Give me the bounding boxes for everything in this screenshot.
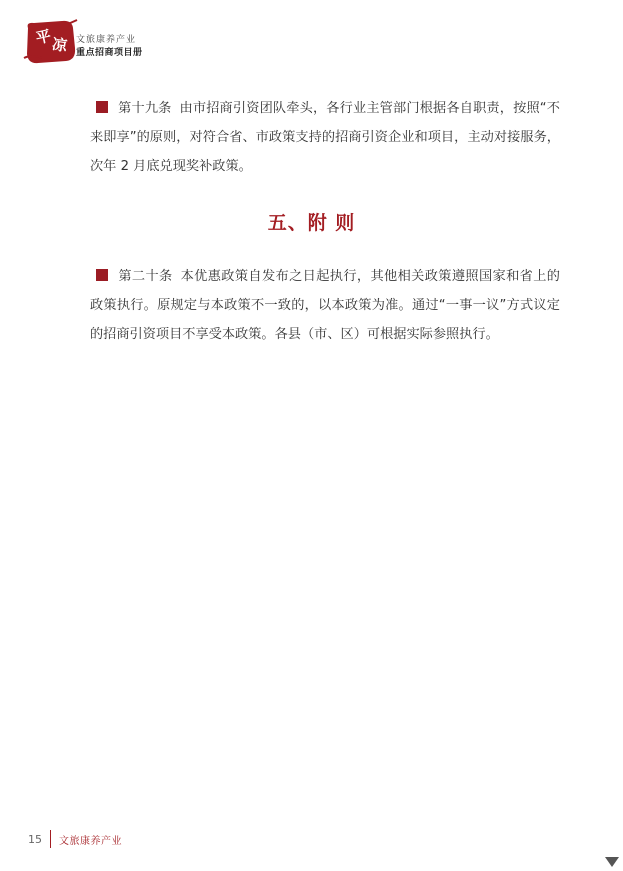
logo-subtitle: 文旅康养产业 <box>76 35 137 45</box>
page-turn-corner-icon[interactable] <box>605 857 619 867</box>
article-text: 本优惠政策自发布之日起执行，其他相关政策遵照国家和省上的政策执行。原规定与本政策不一致的，以本政策为准。通过“一事一议”方式议定的招商引资项目不享受本政策。各县（市、区）可根据实际参照执行。 <box>90 269 560 342</box>
article-19 <box>90 94 560 181</box>
brand-logo <box>22 18 162 68</box>
seal-char-2: 凉 <box>50 35 69 55</box>
logo-title: 重点招商项目册 <box>76 48 143 58</box>
article-text: 由市招商引资团队牵头，各行业主管部门根据各自职责，按照“不来即享”的原则，对符合省、市政策支持的招商引资企业和项目，主动对接服务，次年 2 月底兑现奖补政策。 <box>90 101 560 174</box>
article-number: 第二十条 <box>118 269 173 284</box>
article-20 <box>90 262 560 349</box>
bullet-square-icon <box>96 269 108 281</box>
section-heading: 五、附 则 <box>267 212 356 234</box>
footer-label: 文旅康养产业 <box>59 835 122 847</box>
article-number: 第十九条 <box>118 101 172 116</box>
page-number: 15 <box>28 832 42 846</box>
bullet-square-icon <box>96 101 108 113</box>
footer-divider <box>50 830 51 848</box>
seal-char-1: 平 <box>34 26 53 48</box>
page-footer <box>28 829 122 849</box>
